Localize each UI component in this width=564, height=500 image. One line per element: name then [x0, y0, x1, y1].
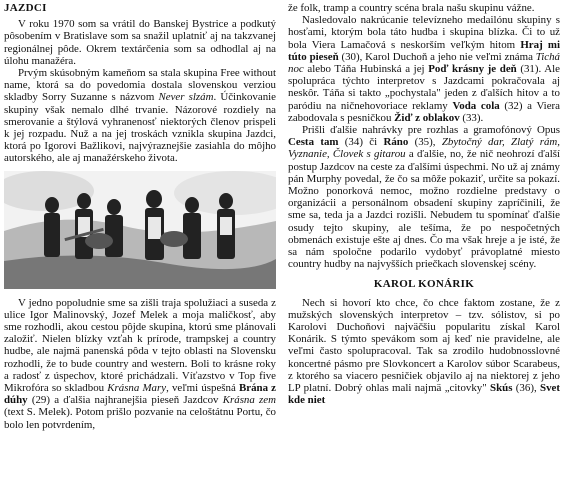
paragraph-text: (30), Karol Duchoň a jeho nie veľmi známa [338, 50, 536, 63]
paragraph [288, 297, 560, 407]
left-column [4, 2, 276, 431]
paragraph [4, 18, 276, 67]
song-title: Hraj mi túto pieseň [288, 38, 561, 63]
band-photo [4, 171, 276, 289]
song-title: Brána z dúhy [4, 382, 277, 407]
paragraph-text: alebo Táňa Hubinská a jej [303, 63, 429, 76]
song-title: Svet kde niet [288, 382, 560, 407]
song-title: Zbytočný dar, Zlatý rám, Vyznanie, Človek s gitarou [288, 136, 561, 161]
paragraph-text: (35), [408, 136, 442, 149]
paragraph [4, 297, 276, 431]
paragraph-text: (32) a Viera zabodovala s pesničkou [288, 99, 560, 124]
paragraph [4, 67, 276, 165]
paragraph-text: V roku 1970 som sa vrátil do Banskej Bystrice a podkutý pôsobením v Bratislave som sa snažil uplatniť aj na takzvanej regionálnej pôde. Okrem textárčenia som sa odhodlal aj na úlohu manažéra. [4, 18, 276, 67]
song-title: Ráno [383, 136, 409, 149]
song-title: Krásna zem [222, 394, 276, 407]
paragraph [288, 124, 560, 270]
paragraph-text: Nech si hovorí kto chce, čo chce faktom zostane, že z mužských slovenských interpretov – tzv. sólistov, si po Karolovi Duchoňovi najväčšiu popularitu získal Karol Konárik. S týmto spevákom som aj keď nie pravidelne, ale veľmi často spolupracoval. Tak sa zrodilo hudobnosslovné koncertné pásmo pre Slovkoncert a Karolov súbor Scarabeus, z ktorého sa viacero pesničiek objavilo aj na niektorej z jeho LP platní. Dobrý ohlas mali najmä „citovky" [288, 296, 560, 395]
paragraph-text: (36), [512, 382, 541, 395]
paragraph-text: (text S. Melek). Potom prišlo pozvanie na celoštátnu Portu, čo bolo len potvrdením, [4, 406, 276, 431]
paragraph-text: (29) a ďalšia najhranejšia pieseň Jazdcov [27, 394, 223, 407]
paragraph-text: a ďalšie, no, že nič neohrozí ďalší postup Jazdcov na ceste za ďalšími úspechmi. No už aj známy pán Murphy povedal, že čo sa môže pokaziť, určite sa pokazí. Možno ponorková nemoc, možno rozdielne predstavy o organizácii a personálnom obsadení skupiny zapríčinili, že sme sa, teda ja a Jazdci rozišli. Nebudem tu spomínať ďalšie osudy tejto skupiny, ale tešíma, že po nespočetných obmenách existuje ešte aj dnes. Čo ma však hreje a je isté, že sa nám spoločne podarilo vydobyť právoplatné miesto country hudby na najvyšších priečkach slovenskej scény. [288, 148, 560, 271]
paragraph-text: Prvým skúsobným kameňom sa stala skupina Free without name, ktorá sa do povedomia dostala slovenskou verziou skladby Sorry Suzanne s názvom [4, 67, 276, 104]
paragraph-text: V jedno popoludnie sme sa zišli traja spolužiaci a suseda z ulice Igor Malinovský, Jozef Melek a moja maličkosť, aby sme rozhodli, akou cestou pôjde skupina, ktorú sme plánovali založiť. Nielen blízky vzťah k prírode, trampskej a country hudbe, ale najmä panenská pôda v tejto oblasti na Slovensku rozhodli, že to bude country and western. Boli to krásne roky a radosť z úspechov, ktoré prichádzali. Víťazstvo v Top five Mikrofóra so skladbou [4, 296, 276, 395]
song-title: Žiď z oblakov [394, 111, 460, 124]
band-photo-image [4, 171, 276, 289]
paragraph-text: (33). [459, 111, 484, 124]
right-column [288, 2, 560, 407]
song-title: Krásna Mary [107, 382, 167, 395]
song-title: Tichá noc [288, 50, 560, 76]
section-heading-karol-konarik: KAROL KONÁRIK [373, 278, 475, 291]
paragraph-text: Prišli ďalšie nahrávky pre rozhlas a gramofónový Opus [302, 124, 560, 137]
paragraph-text: Nasledovalo nakrúcanie televízneho medailónu skupiny s hosťami, ktorým bola táto hudba i skupina blízka. Či to už bola Viera Lamačová s neskorším veľkým hitom [288, 14, 560, 51]
song-title: Cesta tam [288, 136, 339, 149]
paragraph-text: (31). Ale spolupráca týchto interpretov s Jazdcami pokračovala aj neskôr. Táňa si takto „pochystala" jeden z ďalších hitov a to paródiu na ničnehovoriace reklamy [288, 63, 560, 112]
section-heading-jazdci: JAZDCI [4, 2, 47, 14]
paragraph-text: (34) či [338, 136, 384, 149]
song-title: Voda cola [452, 99, 500, 112]
paragraph-text: . Účinkovanie skupiny však nemalo dlhé trvanie. Názorové rozdiely na smerovanie a štýlová vyhranenosť niektorých členov prispeli k jej rozpadu. Nuž a na jej troskách vznikla skupina Jazdci, ktorá po Igorovi Bažlikovi, najvýraznejšie zasiahla do môjho autorského, ale aj manažérskeho života. [4, 91, 276, 165]
song-title: Never slzám [158, 91, 214, 104]
paragraph [288, 2, 560, 14]
paragraph [288, 14, 560, 124]
song-title: Skús [490, 382, 513, 395]
song-title: Poď krásny je deň [428, 63, 517, 76]
paragraph-text: že folk, tramp a country scéna brala našu skupinu vážne. [288, 2, 535, 14]
paragraph-text: , veľmi úspešná [166, 382, 239, 395]
